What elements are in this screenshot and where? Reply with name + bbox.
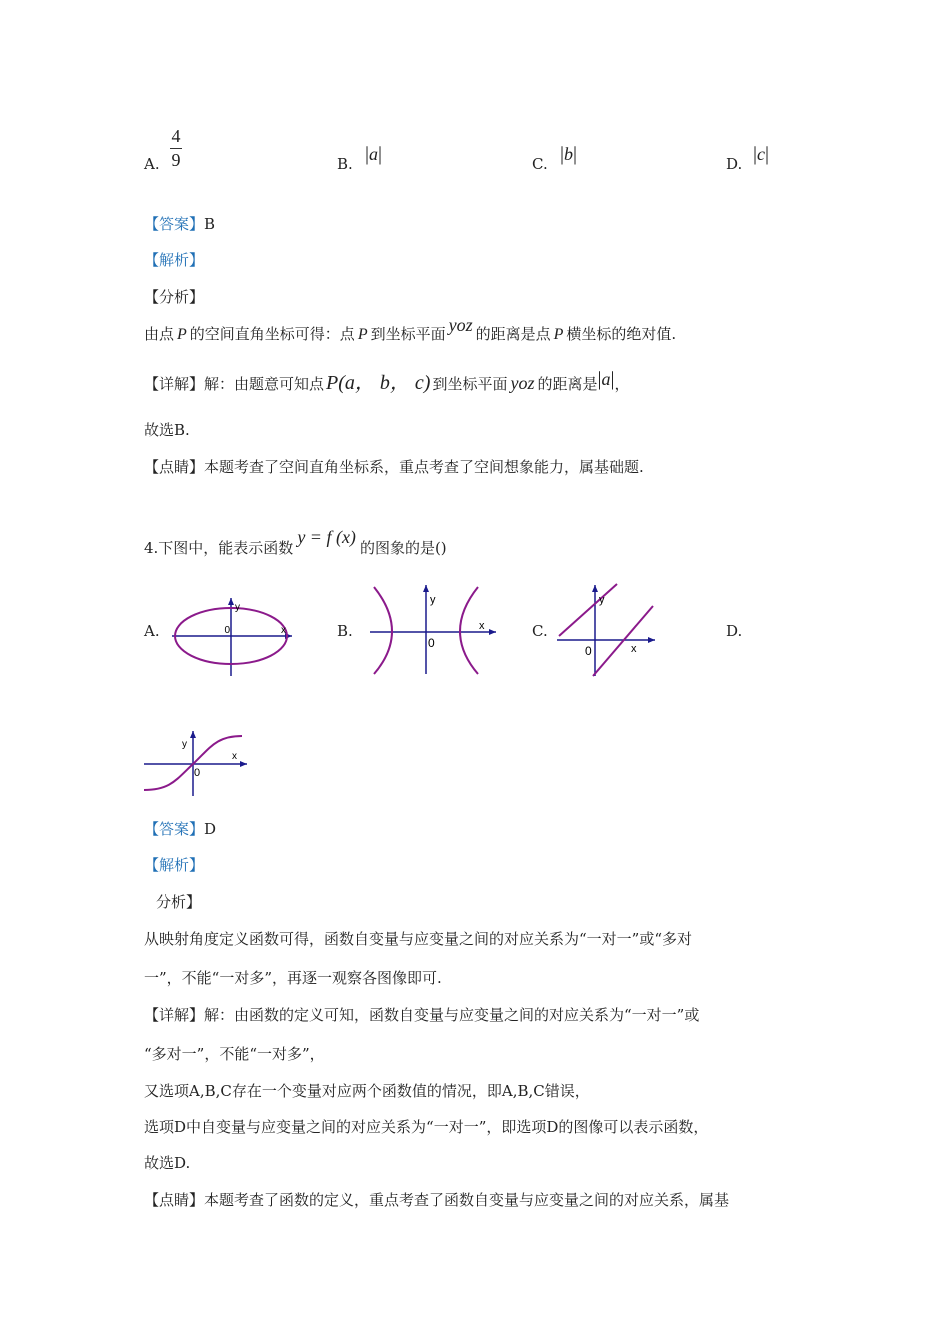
option-b-value: |a|: [365, 143, 383, 165]
q3-analysis-tag: 【解析】: [144, 251, 205, 269]
q4-detail-line4: 选项D中自变量与应变量之间的对应关系为“一对一”，即选项D的图像可以表示函数，: [144, 1118, 709, 1136]
q4-comment: 【点睛】本题考查了函数的定义，重点考查了函数自变量与应变量之间的对应关系，属基: [144, 1191, 730, 1209]
graph-a-ellipse: [170, 596, 295, 678]
q3-answer: [144, 213, 215, 234]
q3-choose: 故选B.: [144, 421, 190, 439]
q3-fenxi-tag: 【分析】: [144, 288, 205, 306]
point-p: P(a， b， c): [326, 372, 431, 394]
answer-value: D: [204, 820, 217, 838]
answer-tag: 【答案】: [144, 215, 205, 233]
origin-label: 0: [224, 625, 230, 636]
function-expression: y = f (x): [297, 527, 356, 547]
option-a-fraction: [170, 126, 182, 171]
q4-option-c-label: C.: [532, 622, 548, 640]
graph-b-hyperbola: [368, 582, 500, 676]
answer-tag: 【答案】: [144, 820, 205, 838]
fraction-denominator: 9: [171, 150, 181, 170]
axis-x-label: x: [281, 625, 286, 636]
fraction-numerator: 4: [171, 126, 181, 146]
axis-y-label: y: [235, 602, 240, 613]
q3-fenxi-text: 由点 P 的空间直角坐标可得：点 P 到坐标平面 yoz 的距离是点 P 横坐标的绝对值.: [144, 315, 677, 343]
axis-y-label: y: [182, 739, 187, 750]
comment-tag: 【点睛】: [144, 1191, 205, 1209]
q4-fenxi-line2: 一”，不能“一对多”，再逐一观察各图像即可.: [144, 969, 442, 987]
q4-stem: 4.下图中，能表示函数y = f (x)的图象的是(): [144, 527, 447, 557]
origin-label: 0: [428, 636, 435, 650]
detail-tag: 【详解】: [144, 1006, 205, 1024]
comment-tag: 【点睛】: [144, 458, 205, 476]
axis-x-label: x: [631, 643, 637, 655]
option-d-value: |c|: [753, 143, 770, 165]
graph-c-lines: [555, 582, 657, 678]
detail-tag: 【详解】: [144, 375, 205, 393]
option-d-label: D.: [726, 155, 743, 173]
q4-option-a-label: A.: [144, 622, 160, 640]
q4-detail-line1: 【详解】解：由函数的定义可知，函数自变量与应变量之间的对应关系为“一对一”或: [144, 1006, 700, 1024]
axis-y-label: y: [430, 594, 436, 606]
origin-label: 0: [194, 767, 201, 779]
option-a-label: A.: [144, 155, 160, 173]
option-c-value: |b|: [560, 143, 578, 165]
axis-x-label: x: [479, 620, 485, 632]
q4-analysis-tag: 【解析】: [144, 856, 205, 874]
q3-comment: 【点睛】本题考查了空间直角坐标系，重点考查了空间想象能力，属基础题.: [144, 458, 644, 476]
q4-detail-line2: “多对一”，不能“一对多”，: [144, 1045, 325, 1063]
option-b-label: B.: [337, 155, 353, 173]
axis-x-label: x: [232, 751, 237, 762]
q3-detail: 【详解】解：由题意可知点 P(a， b， c) 到坐标平面 yoz 的距离是|a|，: [144, 368, 630, 394]
q4-option-d-label: D.: [726, 622, 743, 640]
answer-value: B: [204, 215, 216, 233]
graph-d-curve: [142, 728, 250, 798]
q4-fenxi-line1: 从映射角度定义函数可得，函数自变量与应变量之间的对应关系为“一对一”或“多对: [144, 930, 693, 948]
q4-choose: 故选D.: [144, 1154, 191, 1172]
q4-answer: [144, 818, 216, 839]
axis-y-label: y: [599, 594, 605, 606]
option-c-label: C.: [532, 155, 548, 173]
origin-label: 0: [585, 644, 592, 658]
q4-detail-line3: 又选项A,B,C存在一个变量对应两个函数值的情况，即A,B,C错误，: [144, 1082, 590, 1100]
q4-option-b-label: B.: [337, 622, 353, 640]
q4-fenxi-tag: 分析】: [156, 893, 202, 911]
